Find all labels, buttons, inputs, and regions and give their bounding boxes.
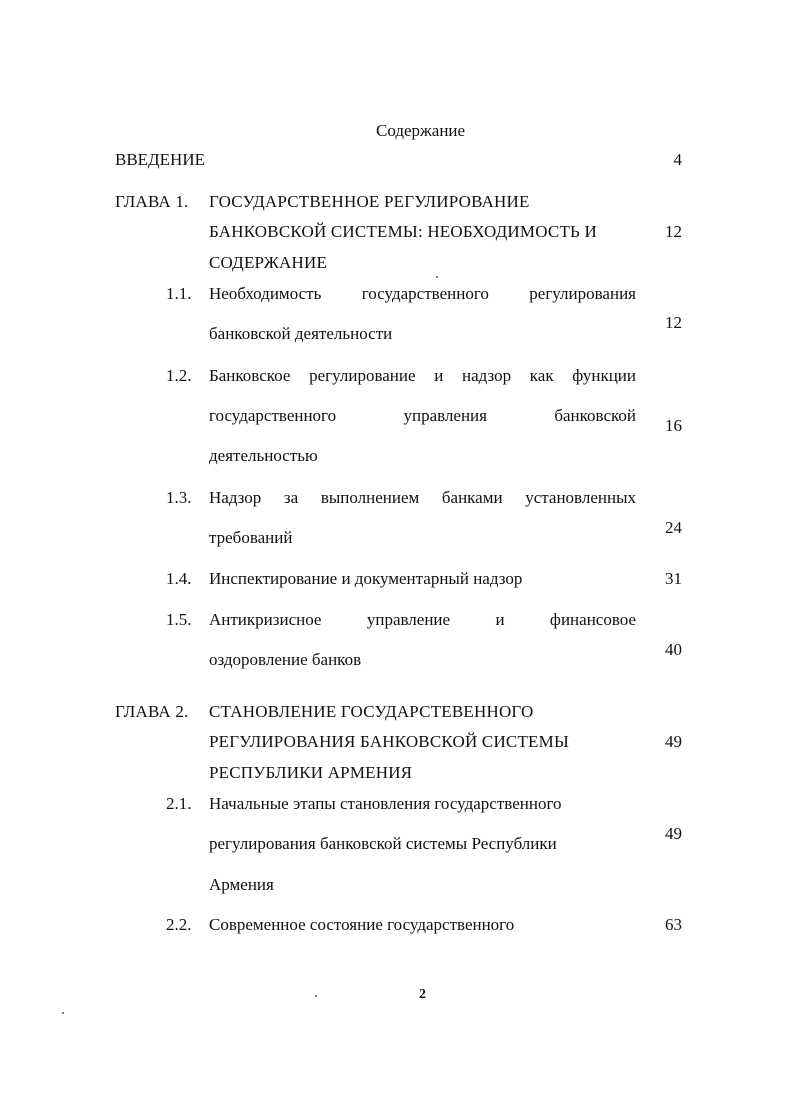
- section-title-line: оздоровление банков: [209, 650, 362, 669]
- section-title-line: Современное состояние государственного: [209, 915, 515, 934]
- page-title: Содержание: [376, 121, 466, 140]
- chapter1-title-line2: БАНКОВСКОЙ СИСТЕМЫ: НЕОБХОДИМОСТЬ И: [209, 222, 597, 241]
- chapter1-page: 12: [665, 222, 682, 241]
- section-number: 2.2.: [166, 915, 192, 934]
- section-title-line: требований: [209, 528, 293, 547]
- section-number: 1.1.: [166, 284, 192, 303]
- section-title-line: Армения: [209, 875, 274, 894]
- section-title-line: регулирования банковской системы Республики: [209, 834, 557, 853]
- scan-speck: [315, 995, 317, 997]
- section-title-line: государственного управления банковской: [209, 406, 636, 425]
- section-title-line: Необходимость государственного регулирования: [209, 284, 636, 303]
- intro-label: ВВЕДЕНИЕ: [115, 150, 205, 169]
- section-title-line: деятельностью: [209, 446, 318, 465]
- scan-speck: [436, 276, 438, 278]
- section-number: 1.3.: [166, 488, 192, 507]
- chapter2-page: 49: [665, 732, 682, 751]
- section-page: 12: [665, 313, 682, 332]
- chapter2-title-line2: РЕГУЛИРОВАНИЯ БАНКОВСКОЙ СИСТЕМЫ: [209, 732, 569, 751]
- chapter2-title-line3: РЕСПУБЛИКИ АРМЕНИЯ: [209, 763, 413, 782]
- section-page: 40: [665, 640, 682, 659]
- section-number: 1.2.: [166, 366, 192, 385]
- intro-page: 4: [673, 150, 682, 169]
- section-page: 16: [665, 416, 682, 435]
- section-title-line: Инспектирование и документарный надзор: [209, 569, 523, 588]
- section-title-line: Начальные этапы становления государственного: [209, 794, 562, 813]
- section-title-line: Антикризисное управление и финансовое: [209, 610, 636, 629]
- section-page: 24: [665, 518, 682, 537]
- chapter1-label: ГЛАВА 1.: [115, 192, 189, 211]
- section-number: 2.1.: [166, 794, 192, 813]
- section-page: 31: [665, 569, 682, 588]
- section-title-line: банковской деятельности: [209, 324, 393, 343]
- chapter2-label: ГЛАВА 2.: [115, 702, 189, 721]
- section-number: 1.4.: [166, 569, 192, 588]
- section-page: 63: [665, 915, 682, 934]
- scan-speck: [62, 1012, 64, 1014]
- chapter1-title-line1: ГОСУДАРСТВЕННОЕ РЕГУЛИРОВАНИЕ: [209, 192, 530, 211]
- page-number: 2: [419, 987, 426, 1002]
- section-page: 49: [665, 824, 682, 843]
- chapter2-title-line1: СТАНОВЛЕНИЕ ГОСУДАРСТЕВЕННОГО: [209, 702, 534, 721]
- section-title-line: Надзор за выполнением банками установленных: [209, 488, 636, 507]
- section-number: 1.5.: [166, 610, 192, 629]
- chapter1-title-line3: СОДЕРЖАНИЕ: [209, 253, 328, 272]
- section-title-line: Банковское регулирование и надзор как функции: [209, 366, 636, 385]
